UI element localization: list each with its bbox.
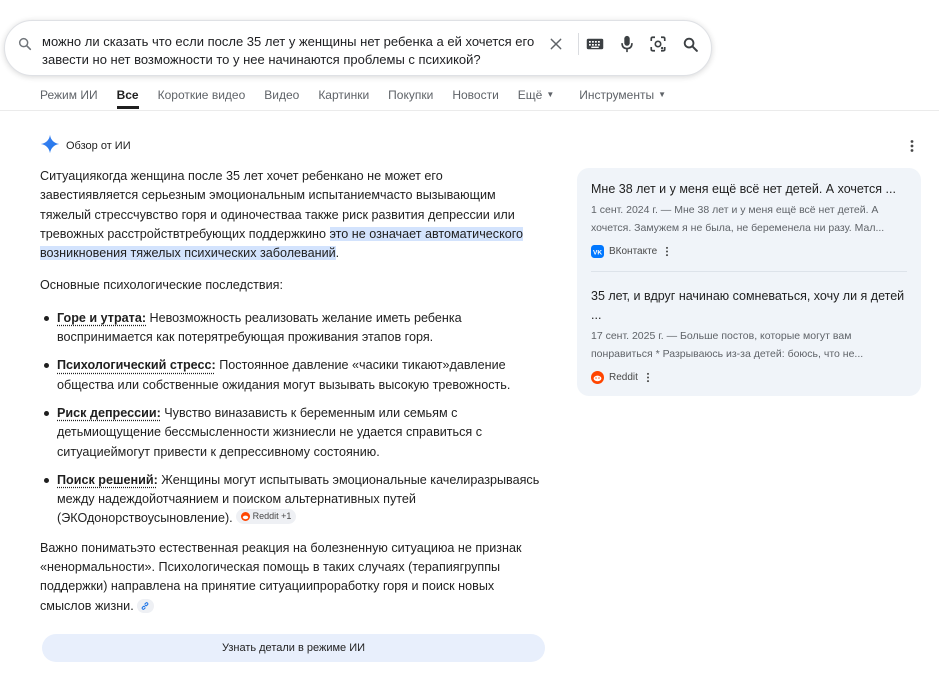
- reddit-icon: [241, 512, 250, 521]
- tab-more[interactable]: [518, 87, 554, 109]
- camera-lens-icon[interactable]: [647, 33, 669, 55]
- more-options-icon[interactable]: [907, 139, 917, 153]
- bullet-term[interactable]: Поиск решений:: [57, 472, 158, 487]
- source-divider: [591, 271, 907, 272]
- search-submit-icon[interactable]: [679, 33, 701, 55]
- source-site[interactable]: ВКонтакте: [609, 246, 658, 257]
- bullet-text: Постоянное давление «часики тикают»давление общества или собственные ожидания могут вызывать высокую тревожность.: [57, 358, 511, 392]
- bullet-term[interactable]: Психологический стресс:: [57, 358, 216, 373]
- intro-paragraph: [40, 167, 540, 263]
- source-title[interactable]: Мне 38 лет и у меня ещё всё нет детей. А хочется ...: [591, 182, 896, 196]
- divider: [578, 33, 579, 55]
- reddit-logo-icon: [591, 371, 604, 384]
- tab-tools-label: Инструменты: [579, 88, 655, 102]
- source-chip[interactable]: [236, 509, 297, 524]
- chevron-down-icon: ▼: [658, 90, 666, 99]
- link-icon[interactable]: [137, 599, 154, 613]
- consequences-heading: Основные психологические последствия:: [40, 278, 283, 293]
- source-snippet: 1 сент. 2024 г. — Мне 38 лет и у меня ещё всё нет детей. А хочется. Замужем я не была, не беременела ни разу. Мал...: [591, 204, 885, 234]
- search-tabs: [40, 87, 685, 109]
- intro-text: Ситуациякогда женщина после 35 лет хочет ребенкано не может его завестиявляется серьезным эмоциональным испытаниемчасто вызывающим тяжелый стрессчувство горя и одиночестваа также риск развития депрессии или тревожных расстройствтребующих поддержкино: [40, 169, 515, 241]
- bullet-text: Женщины могут испытывать эмоциональные качелиразрываясь между надеждойотчаянием и поиском альтернативных путей (ЭКОдонорствоусыновление).: [57, 472, 540, 526]
- search-icon: [17, 36, 33, 52]
- sources-panel: [577, 168, 921, 396]
- ai-mode-button[interactable]: Узнать детали в режиме ИИ: [42, 634, 545, 662]
- tab-all[interactable]: Все: [117, 87, 139, 109]
- more-options-icon[interactable]: [665, 246, 669, 257]
- search-box[interactable]: [4, 20, 712, 76]
- list-item: [57, 309, 540, 348]
- tab-tools[interactable]: [579, 87, 666, 109]
- tab-shopping[interactable]: Покупки: [388, 88, 434, 102]
- microphone-icon[interactable]: [616, 33, 638, 55]
- vk-logo-icon: [591, 245, 604, 258]
- tab-short-videos[interactable]: Короткие видео: [157, 88, 246, 102]
- tab-ai-mode[interactable]: Режим ИИ: [40, 88, 98, 102]
- more-options-icon[interactable]: [646, 372, 650, 383]
- ai-overview-title: Обзор от ИИ: [66, 140, 131, 152]
- clear-icon[interactable]: [545, 33, 567, 55]
- list-item: [57, 471, 540, 529]
- bullet-text: Чувство виназависть к беременным или семьям с детьмиощущение бессмысленности жизниесли не удается справиться с ситуациеймогут привести к депрессивному состоянию.: [57, 405, 483, 459]
- source-snippet: 17 сент. 2025 г. — Больше постов, которые могут вам понравиться * Разрываюсь из-за детей: боюсь, что не...: [591, 330, 864, 360]
- source-title[interactable]: 35 лет, и вдруг начинаю сомневаться, хочу ли я детей ...: [591, 289, 905, 322]
- tab-videos[interactable]: Видео: [264, 88, 300, 102]
- search-input[interactable]: можно ли сказать что если после 35 лет у женщины нет ребенка а ей хочется его завести но нет возможности то у нее начинаются проблемы с психикой?: [42, 34, 535, 67]
- tab-more-label: Ещё: [517, 88, 543, 102]
- source-card-reddit[interactable]: [591, 287, 907, 384]
- ai-overview-header: [40, 136, 131, 156]
- ai-overview-content: [40, 167, 540, 629]
- tabs-divider: [0, 110, 939, 111]
- list-item: [57, 356, 540, 395]
- consequences-list: [40, 309, 540, 529]
- closing-text: Важно пониматьэто естественная реакция на болезненную ситуациюа не признак «ненормальности». Психологическая помощь в таких случаях (терапиягруппы поддержки) направлена на принятие ситуациипроработку горя и поиск новых смыслов жизни.: [40, 540, 522, 613]
- source-site[interactable]: Reddit: [609, 372, 638, 383]
- keyboard-icon[interactable]: [584, 33, 606, 55]
- bullet-text: Невозможность реализовать желание иметь ребенка воспринимается как потерятребующая проживания этапов горя.: [57, 310, 462, 345]
- source-meta: [591, 371, 907, 384]
- tab-images[interactable]: Картинки: [318, 88, 370, 102]
- list-item: [57, 404, 540, 462]
- source-meta: [591, 245, 907, 258]
- gemini-sparkle-icon: [40, 134, 60, 159]
- tab-news[interactable]: Новости: [452, 88, 499, 102]
- source-card-vk[interactable]: [591, 180, 907, 258]
- intro-end: .: [335, 246, 340, 261]
- closing-paragraph: [40, 539, 540, 616]
- highlighted-text[interactable]: это не означает автоматического возникновения тяжелых психических заболеваний: [40, 226, 524, 261]
- bullet-term[interactable]: Горе и утрата:: [57, 310, 147, 325]
- source-chip-label: Reddit +1: [252, 511, 292, 522]
- chevron-down-icon: ▼: [546, 90, 555, 99]
- svg-text:VK: VK: [592, 249, 603, 257]
- bullet-term[interactable]: Риск депрессии:: [57, 405, 161, 420]
